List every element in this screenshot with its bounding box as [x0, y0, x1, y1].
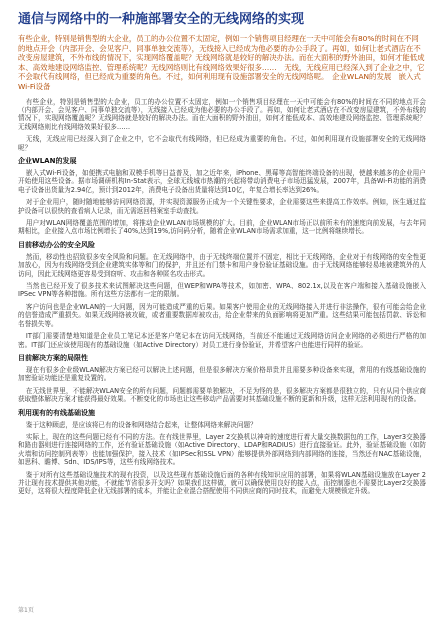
body-paragraph: 有些企业，特别是销售型的大企业，员工的办公位置不太固定，例如一个销售项目经理在一天中可能会有80%的时间在不同的地点开会（内部开会、会见客户、同事单独交流等），无线接入已经成为他必要的办公手段了。再如，如何让老式酒店在不改变房屋建筑，不外布线的情况下，实现网络覆盖呢？无线网络就是较好的解决办法。而在大面积的野外油田，如何才能低成本、高效地建设网络监控、管理系统呢？无线网络则比有线网络效果好很多…… — [18, 97, 426, 131]
body-paragraph: 当然也已经开发了很多技术来试图解决这些问题，但WEP和WPA等技术，如加密、WPA、802.1x,以及在客户端和接入基础设施嵌入IPSec VPN等各种措施。所有这些方法都有一定的限制。 — [18, 282, 426, 299]
document-body — [18, 98, 426, 496]
section-heading: 利用现有的有线基础设施 — [18, 408, 95, 417]
document-title: 通信与网络中的一种施部署安全的无线网络的实现 — [18, 12, 305, 27]
body-paragraph: 然而，移动性也招致很多安全风险和问题。在无线网络中，由于无线终端位置并不固定，相比于无线网络，企业对于有线网络的安全性更加放心，因为有线网络受到企业建筑实体等和门的保护，并且还有门禁卡和用户身份验证基础设施。由于无线网络能够轻易地被建筑外的人访问，因此无线网络更容易受到窃听、攻击和各种匿名攻击形式。 — [18, 252, 426, 278]
section-heading: 目前解决方案的局限性 — [18, 353, 88, 362]
section-heading: 企业WLAN的发展 — [18, 157, 77, 165]
section-heading: 目前移动办公的安全风险 — [18, 240, 95, 249]
body-paragraph: 鉴于这种顾虑，是应该将已有的设备和网络结合起来，让整体网络来解决问题？ — [25, 420, 257, 429]
body-paragraph: 鉴于对所有这些基础设施技术的现有投资，以及这些现有基础设施后面的各种有线知识应用的部署，如果将WLAN基础设施放在Layer 2并让现有技术提供其他功能，不就能节省很多开支吗？如果我们这样做，就可以确保使用良好的接入点，而控制器也不需要比Layer2交换器更好，这将很大程度降低企业无线部署的成本，并能让企业混合搭配使用不同供应商的同时技术，而避免大规模锁定升级。 — [18, 470, 426, 496]
abstract: 有些企业，特别是销售型的大企业，员工的办公位置不太固定，例如一个销售项目经理在一天中可能会有80%的时间在不同的地点开会（内部开会、会见客户、同事单独交流等），无线接入已经成为他必要的办公手段了。再如，如何让老式酒店在不改变房屋建筑，不外布线的情况下，实现网络覆盖呢？无线网络就是较好的解决办法。而在大面积的野外油田，如何才能低成本、高效地建设网络监控、管理系统呢？无线网络则比有线网络效果好很多…… 无线，无线应用已经深入到了企业之中，它不会取代有线网络，但已经成为重要的角色。不过，如何利用现有设施部署安全的无线网络呢。 企业WLAN的发展 嵌入式Wi-Fi设备 — [18, 34, 425, 91]
body-paragraph: 在无线世界里，不能解决WLAN安全的所有问题，问题都需要单独解决，不足为怪的是，很多解决方案都是很独立的，只有从同个供应商获取整体解决方案才能获得最好效果。不断变化的市场也让这些移动产品需要对其基础设施不断的更新和升级，这样无法利用现有的设备。 — [18, 386, 426, 404]
body-paragraph: 无线，无线应用已经深入到了企业之中，它不会取代有线网络，但已经成为重要的角色。不过，如何利用现有设施部署安全的无线网络呢？ — [18, 135, 426, 152]
body-paragraph: 嵌入式Wi-Fi设备，如便携式电脑和双模手机等日益普及，加之近年来，iPhone、黑莓等高智能终端设备的出现，使越来越多的企业用户开始使用这些设备。据市场调研机构In-Stat表示，全球无线城市热潮的兴起将带动消费电子市场迅猛发展，2007年，具备Wi-Fi功能的消费电子设备出货量为2.94亿，预计到2012年，消费电子设备出货量将达到10亿，年复合增长率达到26%。 — [18, 169, 426, 194]
body-paragraph: 客户访问也是企业WLAN的一大问题，因为可能造成严重的后果。如果客户使用企业的无线网络接入并进行非法操作，很有可能会给企业的信誉造成严重损失。如果无线网络被攻破，或者重要数据库被攻击，给企业带来的负面影响将更加严重。这些结果可能包括罚款、诉讼和名誉损失等。 — [18, 302, 426, 328]
body-paragraph: 现在有很多企业级WLAN解决方案已经可以解决上述问题，但是很多解决方案价格昂贵并且需要多种设备来实现，常用的有线基础设施的加密验证功能还是重复设置的。 — [18, 365, 426, 383]
page-footer: 第1页 — [18, 607, 34, 614]
body-paragraph: 对于企业用户，随时随地能够访问网络资源，并实现资源服务正成为一个关键性要求，企业需要这些来提高工作效率。例如，医生通过监护设备可以很快的查看病人记录，而无需返回档案室手动查找。 — [18, 198, 426, 215]
body-paragraph: 用户对WLAN网络覆盖范围的增加，将推动企业WLAN市场规模的扩大。目前，企业WLAN市场正以前所未有的速度向前发展，与去年同期相比，企业接入点市场比例增长了40%,达到19%,访问码分析，随着企业WLAN市场需求加重，这一比例将继续增长。 — [18, 219, 426, 236]
body-paragraph: IT部门需要清楚地知道是企业员工笔记本还是客户笔记本在访问无线网络，当前还不能通过无线网络访问企业网络的必须进行严格的加密。IT部门还应该使用现有的基础设施（如Active Directory）对员工进行身份验证，并希望客户也能进行同样的验证。 — [18, 332, 426, 349]
body-paragraph: 实际上，现在的这些问题已经有不同的方法。在有线世界里，Layer 2交换机以神奇的速度进行着大量交换数据包的工作，Layer3交换器和路由器则进行连接网络的工作，还有验证基础设施（如Active Directory、LDAP和RADIUS）进行直接验证。此外，验证基础设施（如防火墙和访问控制列表等）也能加强保护，接入技术（如IPSec和SSL VPN）能够提供外部网络到内部网络的连接，当然还有NAC基础设施，如思科、瞻博、Sdn、IDS/IPS等，这些有线网络技术。 — [18, 432, 426, 467]
